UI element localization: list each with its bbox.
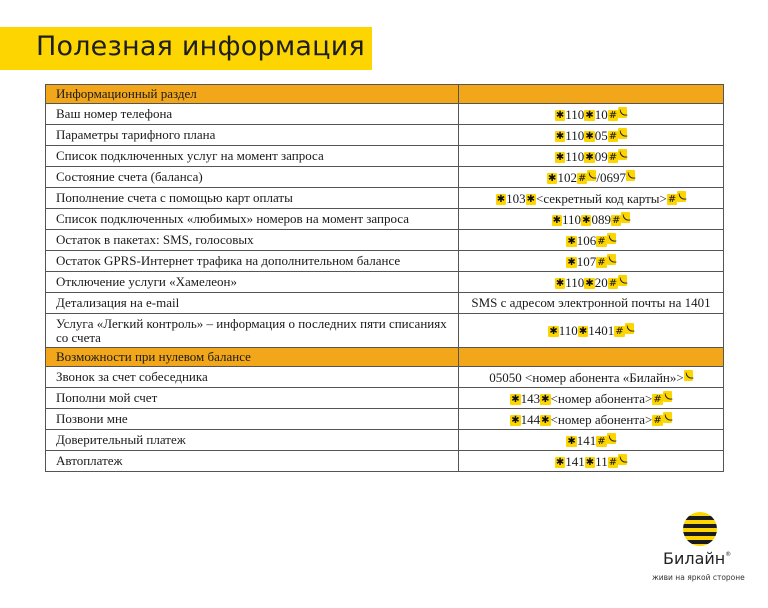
row-code [459,167,724,188]
code-text: /0697 [596,169,626,185]
code-text: 110 [562,211,582,227]
star-key-icon: ✱ [585,277,594,289]
call-key-icon [684,370,693,381]
star-key-icon: ✱ [555,277,565,289]
row-label: Звонок за счет собеседника [46,367,459,388]
info-table-body [46,85,724,472]
table-row [46,367,724,388]
row-code [459,272,724,293]
row-code [459,314,724,348]
call-key-icon [587,170,596,181]
star-key-icon: ✱ [567,235,576,247]
row-label: Отключение услуги «Хамелеон» [46,272,459,293]
table-row [46,430,724,451]
code-text: SMS с адресом электронной почты на 1401 [471,295,711,310]
hash-key-icon: # [667,193,677,205]
row-code [459,104,724,125]
section-heading: Информационный раздел [46,85,459,104]
code-text: 05 [594,127,608,143]
code-text: 1401 [588,323,615,338]
hash-key-icon: # [608,130,618,142]
hash-key-icon: # [653,414,662,426]
row-code [459,430,724,451]
hash-key-icon: # [653,393,662,405]
code-text: 110 [558,323,578,338]
brand-slogan: живи на яркой стороне [652,573,745,582]
star-key-icon: ✱ [585,151,594,163]
code-text: <номер абонента> [550,411,653,427]
code-text: 141 [565,453,585,469]
table-row [46,251,724,272]
table-row [46,293,724,314]
hash-key-icon: # [597,435,606,447]
code-text: 110 [565,148,585,164]
row-label: Состояние счета (баланса) [46,167,459,188]
code-text: 144 [520,411,541,427]
star-key-icon: ✱ [541,393,550,405]
table-row [46,104,724,125]
code-text: 10 [594,106,608,122]
star-key-icon: ✱ [582,214,591,226]
row-code [459,251,724,272]
code-text: 110 [565,274,585,290]
page-title: Полезная информация [36,31,365,62]
beeline-logo-icon [683,512,717,546]
row-label: Доверительный платеж [46,430,459,451]
code-text: 103 [506,190,526,206]
info-table [45,84,724,472]
row-label: Список подключенных «любимых» номеров на момент запроса [46,209,459,230]
star-key-icon: ✱ [511,393,520,405]
section-heading-empty [459,348,724,367]
table-row [46,409,724,430]
row-label: Пополни мой счет [46,388,459,409]
hash-key-icon: # [608,456,618,468]
star-key-icon: ✱ [541,414,550,426]
row-code [459,409,724,430]
code-text: 110 [565,106,585,122]
row-code [459,230,724,251]
call-key-icon [607,433,616,444]
table-row [46,167,724,188]
star-key-icon: ✱ [585,109,594,121]
star-key-icon: ✱ [496,193,506,205]
star-key-icon: ✱ [555,151,565,163]
brand-name-text: Билайн [663,549,726,568]
code-text: 089 [591,211,611,227]
row-code [459,388,724,409]
row-label: Остаток в пакетах: SMS, голосовых [46,230,459,251]
call-key-icon [618,107,627,118]
call-key-icon [625,323,634,334]
row-label: Параметры тарифного плана [46,125,459,146]
code-text: <номер абонента> [550,390,653,406]
row-label: Ваш номер телефона [46,104,459,125]
code-text: 143 [520,390,541,406]
row-label: Пополнение счета с помощью карт оплаты [46,188,459,209]
call-key-icon [607,233,616,244]
row-label: Автоплатеж [46,451,459,472]
brand-name [663,549,731,568]
call-key-icon [663,412,672,423]
section-header [46,348,724,367]
star-key-icon: ✱ [552,214,562,226]
code-text: 20 [594,274,608,290]
hash-key-icon: # [611,214,621,226]
star-key-icon: ✱ [585,456,595,468]
code-text: 141 [576,432,597,448]
row-code [459,125,724,146]
star-key-icon: ✱ [578,326,588,337]
code-text: 102 [557,169,577,185]
row-label: Список подключенных услуг на момент запроса [46,146,459,167]
table-row [46,188,724,209]
hash-key-icon: # [597,235,606,247]
star-key-icon: ✱ [511,414,520,426]
call-key-icon [618,149,627,160]
call-key-icon [618,454,627,465]
call-key-icon [663,391,672,402]
star-key-icon: ✱ [567,256,576,268]
star-key-icon: ✱ [548,172,557,184]
star-key-icon: ✱ [567,435,576,447]
section-heading: Возможности при нулевом балансе [46,348,459,367]
call-key-icon [618,275,627,286]
table-row [46,125,724,146]
call-key-icon [618,128,627,139]
section-header [46,85,724,104]
star-key-icon: ✱ [555,109,565,121]
hash-key-icon: # [615,326,624,337]
hash-key-icon: # [608,109,618,121]
star-key-icon: ✱ [555,130,565,142]
star-key-icon: ✱ [549,326,558,337]
row-label: Позвони мне [46,409,459,430]
table-row [46,146,724,167]
star-key-icon: ✱ [585,130,594,142]
row-code [459,293,724,314]
call-key-icon [677,191,686,202]
table-row [46,272,724,293]
table-row [46,388,724,409]
code-text: 107 [576,253,597,269]
table-row [46,314,724,348]
code-text: 110 [565,127,585,143]
row-code [459,146,724,167]
hash-key-icon: # [608,151,618,163]
section-heading-empty [459,85,724,104]
hash-key-icon: # [608,277,618,289]
code-text: 09 [594,148,608,164]
code-text: <секретный код карты> [536,190,667,206]
code-text: 106 [576,232,597,248]
table-row [46,230,724,251]
row-label: Остаток GPRS-Интернет трафика на дополнительном балансе [46,251,459,272]
star-key-icon: ✱ [555,456,565,468]
call-key-icon [626,170,635,181]
row-code [459,367,724,388]
call-key-icon [621,212,630,223]
row-label: Услуга «Легкий контроль» – информация о последних пяти списаниях со счета [46,314,459,348]
code-text: 11 [595,453,608,469]
row-code [459,451,724,472]
hash-key-icon: # [577,172,587,184]
star-key-icon: ✱ [526,193,536,205]
call-key-icon [607,254,616,265]
trademark-sign: ® [725,551,732,558]
row-code [459,188,724,209]
row-code [459,209,724,230]
row-label: Детализация на e-mail [46,293,459,314]
code-text: 05050 <номер абонента «Билайн»> [489,369,684,385]
table-row [46,451,724,472]
table-row [46,209,724,230]
hash-key-icon: # [597,256,606,268]
